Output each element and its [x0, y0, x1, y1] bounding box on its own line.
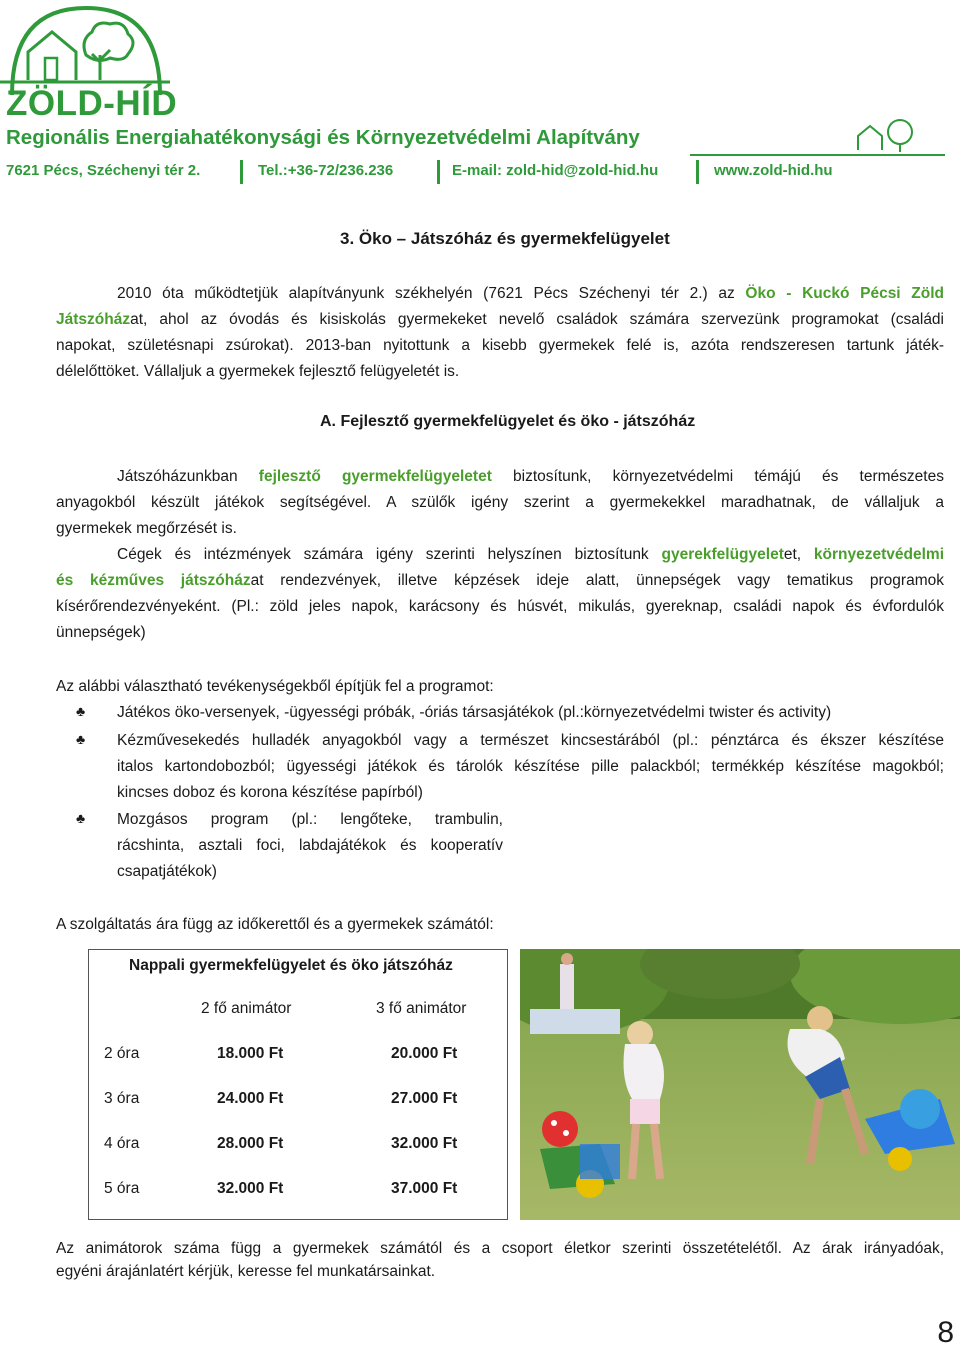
price-table — [88, 949, 508, 1220]
para-highlight: gyerekfelügyelet — [661, 546, 784, 563]
column-header: 3 fő animátor — [376, 1000, 467, 1017]
para-text: biztosítunk, környezetvédelmi témájú és természetes — [491, 468, 944, 485]
para-b-line-3: kísérőrendezvényeként. (Pl.: zöld jeles napok, karácsony és húsvét, mikulás, gyereknap, családi napok és évfordulók — [56, 598, 944, 615]
price-cell: 28.000 Ft — [217, 1135, 284, 1152]
intro-highlight: Játszóház — [56, 311, 131, 328]
para-b-line-4: ünnepségek) — [56, 624, 146, 641]
footer-line-1: Az animátorok száma függ a gyermekek számától és a csoport életkor szerinti összetételétől. Az árak irányadóak, — [56, 1240, 944, 1257]
intro-highlight: Öko - Kuckó Pécsi Zöld — [745, 285, 945, 302]
separator — [437, 160, 440, 184]
club-icon: ♣ — [76, 731, 86, 747]
section-title: 3. Öko – Játszóház és gyermekfelügyelet — [340, 229, 670, 248]
row-label: 4 óra — [104, 1135, 140, 1152]
contact-bar — [6, 160, 956, 182]
phone-text: Tel.:+36-72/236.236 — [258, 162, 394, 179]
list-item-cont: italos kartondobozból; ügyességi játékok és tárolók készítése pille palackból; termékkép készítése magokból; — [117, 758, 944, 775]
page-number: 8 — [937, 1316, 954, 1349]
list-item: Kézművesekedés hulladék anyagokból vagy a természet kincsestárából (pl.: pénztárca és ékszer készítése — [117, 732, 944, 749]
club-icon: ♣ — [76, 703, 86, 719]
price-cell: 27.000 Ft — [391, 1090, 458, 1107]
separator — [696, 160, 699, 184]
email-link[interactable]: E-mail: zold-hid@zold-hid.hu — [452, 162, 659, 179]
para-highlight: környezetvédelmi — [813, 546, 945, 563]
row-label: 3 óra — [104, 1090, 140, 1107]
club-icon: ♣ — [76, 810, 86, 826]
table-title: Nappali gyermekfelügyelet és öko játszóház — [129, 957, 453, 974]
para-a-line-2: anyagokból készült játékok segítségével. A szülők igény szerint a gyermekekkel maradhatnak, de vállaljuk a — [56, 494, 944, 511]
intro-line-3: napokat, születésnapi zsúrokat). 2013-ban nyitottunk a kisebb gyermekek felé is, azóta rendszeresen tartunk játék- — [56, 337, 944, 354]
para-a-line-3: gyermekek megőrzését is. — [56, 520, 237, 537]
website-link[interactable]: www.zold-hid.hu — [714, 162, 833, 179]
list-item: Játékos öko-versenyek, -ügyességi próbák, -óriás társasjátékok (pl.:környezetvédelmi twister és activity) — [117, 704, 832, 721]
para-text: Cégek és intézmények számára igény szerinti helyszínen biztosítunk — [117, 546, 662, 563]
price-cell: 24.000 Ft — [217, 1090, 284, 1107]
price-cell: 20.000 Ft — [391, 1045, 458, 1062]
price-cell: 32.000 Ft — [217, 1180, 284, 1197]
intro-line-2 — [56, 307, 944, 333]
para-highlight: és kézműves játszóház — [56, 572, 251, 589]
list-item-cont: kincses doboz és korona készítése papírból) — [117, 784, 423, 801]
row-label: 2 óra — [104, 1045, 140, 1062]
price-cell: 32.000 Ft — [391, 1135, 458, 1152]
price-intro: A szolgáltatás ára függ az időkerettől és a gyermekek számától: — [56, 916, 494, 933]
list-item-cont: csapatjátékok) — [117, 863, 217, 880]
price-cell: 18.000 Ft — [217, 1045, 284, 1062]
logo-text: ZÖLD-HÍD — [6, 84, 178, 123]
list-item: Mozgásos program (pl.: lengőteke, trambulin, — [117, 811, 503, 828]
intro-line-1 — [117, 281, 944, 307]
separator — [240, 160, 243, 184]
organization-name: Regionális Energiahatékonysági és Környezetvédelmi Alapítvány — [6, 126, 640, 149]
para-b-line-2 — [56, 568, 944, 594]
price-cell: 37.000 Ft — [391, 1180, 458, 1197]
intro-line-4: délelőttöket. Vállaljuk a gyermekek fejlesztő felügyeletét is. — [56, 363, 460, 380]
para-text: at rendezvények, illetve képzések ideje alatt, ünnepségek vagy tematikus programok — [250, 572, 944, 589]
para-b-line-1 — [117, 542, 944, 568]
intro-text: at, ahol az óvodás és kisiskolás gyermekeket nevelő családok számára szervezünk programokat (családi — [130, 311, 944, 328]
para-highlight: fejlesztő gyermekfelügyeletet — [258, 468, 492, 485]
footer-line-2: egyéni árajánlatért kérjük, keresse fel munkatársainkat. — [56, 1263, 436, 1280]
list-item-cont: rácshinta, asztali foci, labdajátékok és kooperatív — [117, 837, 503, 854]
list-intro: Az alábbi választható tevékenységekből építjük fel a programot: — [56, 678, 494, 695]
children-playing-photo — [520, 949, 960, 1220]
para-a-line-1 — [117, 464, 944, 490]
para-text: Játszóházunkban — [117, 468, 259, 485]
address-text: 7621 Pécs, Széchenyi tér 2. — [6, 162, 201, 179]
intro-text: 2010 óta működtetjük alapítványunk székhelyén (7621 Pécs Széchenyi tér 2.) az — [117, 285, 746, 302]
row-label: 5 óra — [104, 1180, 140, 1197]
subheading: A. Fejlesztő gyermekfelügyelet és öko - játszóház — [320, 413, 696, 430]
column-header: 2 fő animátor — [201, 1000, 292, 1017]
para-text: et, — [783, 546, 814, 563]
